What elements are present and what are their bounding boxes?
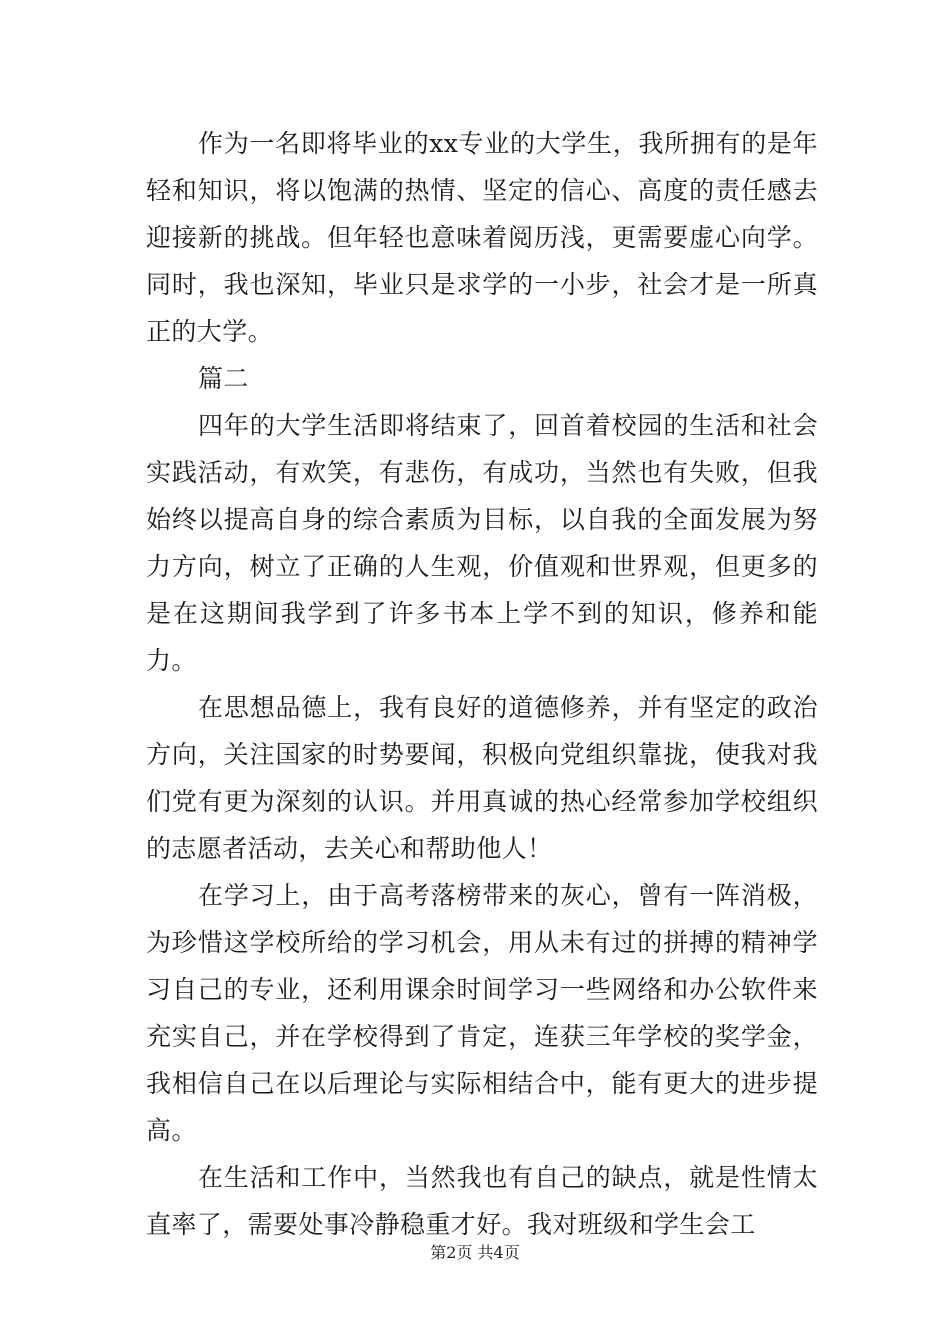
document-body — [146, 120, 818, 1248]
page-number-footer: 第2页 共4页 — [430, 1243, 520, 1262]
paragraph-college-life: 四年的大学生活即将结束了，回首着校园的生活和社会实践活动，有欢笑，有悲伤，有成功，当然也有失败，但我始终以提高自身的综合素质为目标，以自我的全面发展为努力方向，树立了正确的人生观，价值观和世界观，但更多的是在这期间我学到了许多书本上学不到的知识，修养和能力。 — [146, 411, 818, 675]
section-heading-part-two: 篇二 — [198, 364, 249, 393]
paragraph-study: 在学习上，由于高考落榜带来的灰心，曾有一阵消极，为珍惜这学校所给的学习机会，用从未有过的拼搏的精神学习自己的专业，还利用课余时间学习一些网络和办公软件来充实自己，并在学校得到了肯定，连获三年学校的奖学金，我相信自己在以后理论与实际相结合中，能有更大的进步提高。 — [146, 881, 818, 1145]
paragraph-life-and-work: 在生活和工作中，当然我也有自己的缺点，就是性情太直率了，需要处事冷静稳重才好。我对班级和学生会工 — [146, 1163, 818, 1239]
paragraph-intro: 作为一名即将毕业的xx专业的大学生，我所拥有的是年轻和知识，将以饱满的热情、坚定的信心、高度的责任感去迎接新的挑战。但年轻也意味着阅历浅，更需要虚心向学。同时，我也深知，毕业只是求学的一小步，社会才是一所真正的大学。 — [146, 129, 818, 346]
paragraph-moral-character: 在思想品德上，我有良好的道德修养，并有坚定的政治方向，关注国家的时势要闻，积极向党组织靠拢，使我对我们党有更为深刻的认识。并用真诚的热心经常参加学校组织的志愿者活动，去关心和帮助他人！ — [146, 693, 818, 863]
